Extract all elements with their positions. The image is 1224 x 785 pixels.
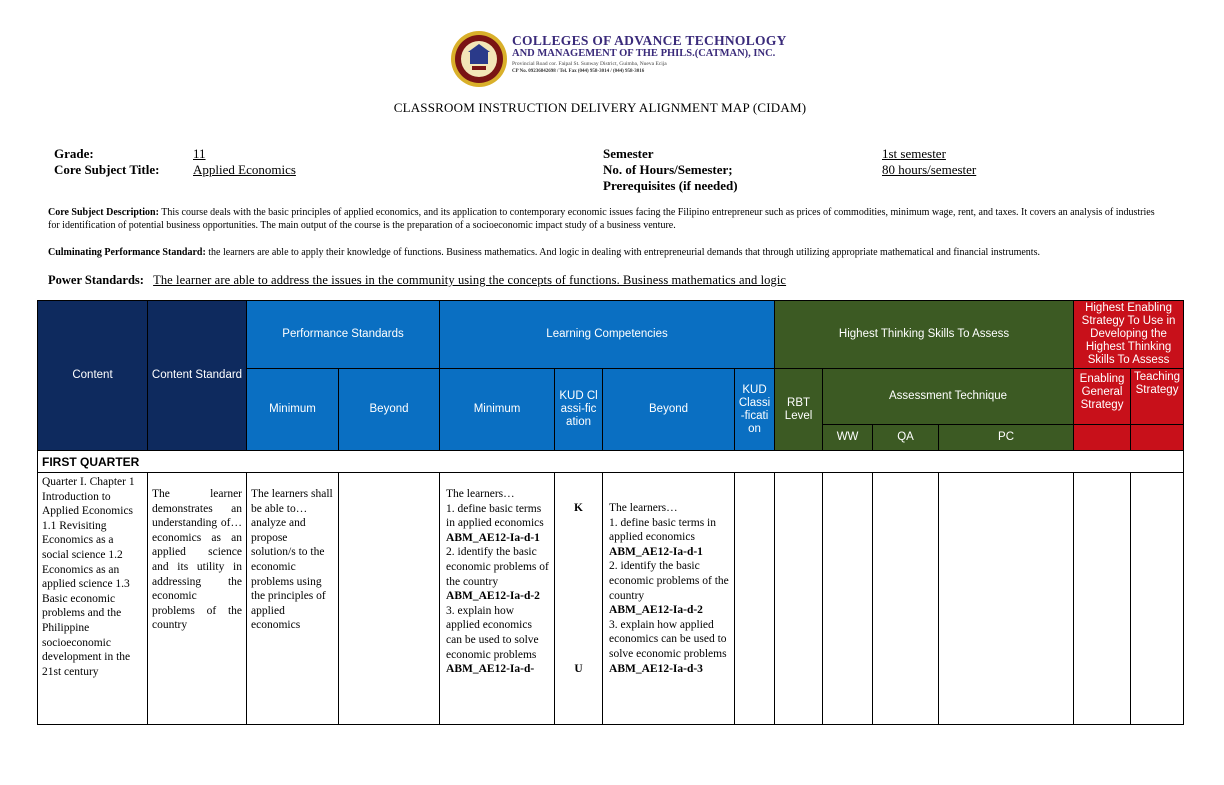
header-assessment-technique: Assessment Technique — [823, 369, 1074, 425]
header-highest-enabling: Highest Enabling Strategy To Use in Developing the Highest Thinking Skills To Assess — [1074, 301, 1184, 369]
lc-beyond-item-1: 1. define basic terms in applied economics — [609, 516, 716, 544]
header-content: Content — [38, 301, 148, 451]
school-header — [450, 30, 787, 90]
subject-value: Applied Economics — [193, 162, 296, 177]
description-text: This course deals with the basic principles of applied economics, and its application to contemporary economic issues facing the Filipino entrepreneur such as prices of commodities, minimum wage, rent, and taxes. It covers an analysis of industries for identification of potential business opportunities. The main output of the course is the preparation of a socioeconomic impact study of a business venture. — [48, 207, 1155, 231]
header-teaching-strategy: Teaching Strategy — [1131, 369, 1184, 425]
school-address: Provincial Road cor. Faipal St. Sunway District, Guimba, Nueva Ecija — [512, 61, 667, 67]
kud-k: K — [574, 502, 583, 514]
power-standards — [48, 273, 786, 288]
header-ww: WW — [823, 425, 873, 451]
header-qa: QA — [873, 425, 939, 451]
lc-beyond-item-2: 2. identify the basic economic problems of the country — [609, 560, 729, 602]
school-contact: CP No. 09236842698 / Tel. Fax (044) 958-3014 / (044) 958-3016 — [512, 69, 645, 74]
cell-lc-minimum — [440, 473, 555, 725]
cell-pc — [939, 473, 1074, 725]
hours-label: No. of Hours/Semester; — [603, 162, 733, 177]
header-kud-minimum: KUD Classi-fication — [555, 369, 603, 451]
cell-perf-minimum: The learners shall be able to… analyze and propose solution/s to the economic problems using the principles of applied economics — [247, 473, 339, 725]
school-name — [512, 33, 787, 75]
grade-label: Grade: — [54, 146, 94, 161]
school-name-line1: COLLEGES OF ADVANCE TECHNOLOGY — [512, 33, 787, 48]
quarter-label: FIRST QUARTER — [38, 451, 1184, 473]
cell-content: Quarter I. Chapter 1 Introduction to Applied Economics 1.1 Revisiting Economics as a social science 1.2 Economics as an applied science 1.3 Basic economic problems and the Philippine socioeconomic development in the 21st century — [38, 473, 148, 725]
power-text: The learner are able to address the issues in the community using the concepts of functions. Business mathematics and logic — [153, 273, 787, 287]
cell-perf-beyond — [339, 473, 440, 725]
cell-lc-beyond — [603, 473, 735, 725]
lc-beyond-item-3: 3. explain how applied economics can be used to solve economic problems — [609, 618, 727, 660]
lc-min-code-2: ABM_AE12-Ia-d-2 — [446, 590, 540, 603]
school-seal-icon — [450, 30, 508, 88]
cell-kud-minimum — [555, 473, 603, 725]
header-learning-competencies: Learning Competencies — [440, 301, 775, 369]
lc-min-code-1: ABM_AE12-Ia-d-1 — [446, 531, 540, 544]
cell-ww — [823, 473, 873, 725]
lc-beyond-intro: The learners… — [609, 502, 678, 514]
subject-label: Core Subject Title: — [54, 162, 160, 177]
header-lc-minimum: Minimum — [440, 369, 555, 451]
document-title: CLASSROOM INSTRUCTION DELIVERY ALIGNMENT MAP (CIDAM) — [393, 100, 807, 115]
header-highest-thinking: Highest Thinking Skills To Assess — [775, 301, 1074, 369]
hours-value: 80 hours/semester — [882, 162, 977, 177]
culminating-standard — [48, 247, 1158, 260]
header-enabling-blank — [1074, 425, 1131, 451]
kud-u: U — [574, 662, 583, 675]
power-label: Power Standards: — [48, 273, 144, 287]
semester-label: Semester — [603, 146, 654, 161]
cell-teaching-strategy — [1074, 473, 1131, 725]
cidam-table: Content Content Standard Performance Standards Learning Competencies Highest Thinking Skills To Assess Highest Enabling Strategy To Use in Developing the Highest Thinking Skills To Assess 21st Century Skills Minimum Beyond Minimum KUD Classi-fication Beyond KUD Classi-fication RBT Level Assessment Technique Enabling General Strategy Teaching Strategy WW QA PC FIRST QUARTER Quarter I. Chapter 1 Introduction to Applied Economics 1.1 Revisiting Economics as a social science 1.2 Economics as an applied science 1.3 Basic economic problems and the Philippine socioeconomic development in the 21st century The learner demonstrates an understanding of… economics as an applied science and its utility in addressing the economic problems of the country The learners shall be able to… analyze and propose solution/s to the economic problems using the principles of applied economics The learners… 1. define basic terms in applied economics ABM_AE12-Ia-d-1 2. identify the basic economic problems of the country ABM_AE12-Ia-d-2 3. explain how applied economics can be used to solve economic problems ABM_AE12-Ia-d- K U The learners… 1. define basic terms in applied economics ABM_AE12-Ia-d-1 2. identify the basic economic problems of the country ABM_AE12-Ia-d-2 3. explain how applied economics can be used to solve economic problems ABM_AE12-Ia-d-3 — [37, 300, 1184, 725]
semester-value: 1st semester — [882, 146, 946, 161]
header-performance-standards: Performance Standards — [247, 301, 440, 369]
lc-min-code-3: ABM_AE12-Ia-d- — [446, 663, 535, 676]
header-enabling-general: Enabling General Strategy — [1074, 369, 1131, 425]
prereq-label: Prerequisites (if needed) — [603, 178, 738, 193]
culminating-text: the learners are able to apply their knowledge of functions. Business mathematics. And logic in dealing with entrepreneurial demands that through utilizing appropriate mathematical and financial instruments. — [208, 247, 1040, 258]
lc-min-intro: The learners… — [446, 488, 515, 500]
school-name-line2: AND MANAGEMENT OF THE PHILS.(CATMAN), INC. — [512, 48, 776, 59]
lc-min-item-3: 3. explain how applied economics can be used to solve economic problems — [446, 604, 539, 661]
cell-21st-century — [1131, 473, 1184, 725]
cell-qa — [873, 473, 939, 725]
culminating-label: Culminating Performance Standard: — [48, 247, 206, 258]
header-pc: PC — [939, 425, 1074, 451]
description-label: Core Subject Description: — [48, 207, 159, 218]
lc-min-item-1: 1. define basic terms in applied economics — [446, 502, 544, 530]
header-rbt-level: RBT Level — [775, 369, 823, 451]
grade-value: 11 — [193, 146, 206, 161]
header-kud-beyond: KUD Classi-fication — [735, 369, 775, 451]
lc-beyond-code-3: ABM_AE12-Ia-d-3 — [609, 662, 703, 675]
lc-min-item-2: 2. identify the basic economic problems of the country — [446, 546, 549, 588]
header-content-standard: Content Standard — [148, 301, 247, 451]
header-perf-minimum: Minimum — [247, 369, 339, 451]
lc-beyond-code-1: ABM_AE12-Ia-d-1 — [609, 545, 703, 558]
header-teaching-blank — [1131, 425, 1184, 451]
core-subject-description — [48, 207, 1158, 232]
cell-content-standard: The learner demonstrates an understanding of… economics as an applied science and its utility in addressing the economic problems of the country — [148, 473, 247, 725]
cell-rbt-level — [775, 473, 823, 725]
header-lc-beyond: Beyond — [603, 369, 735, 451]
header-perf-beyond: Beyond — [339, 369, 440, 451]
lc-beyond-code-2: ABM_AE12-Ia-d-2 — [609, 604, 703, 617]
cell-kud-beyond — [735, 473, 775, 725]
